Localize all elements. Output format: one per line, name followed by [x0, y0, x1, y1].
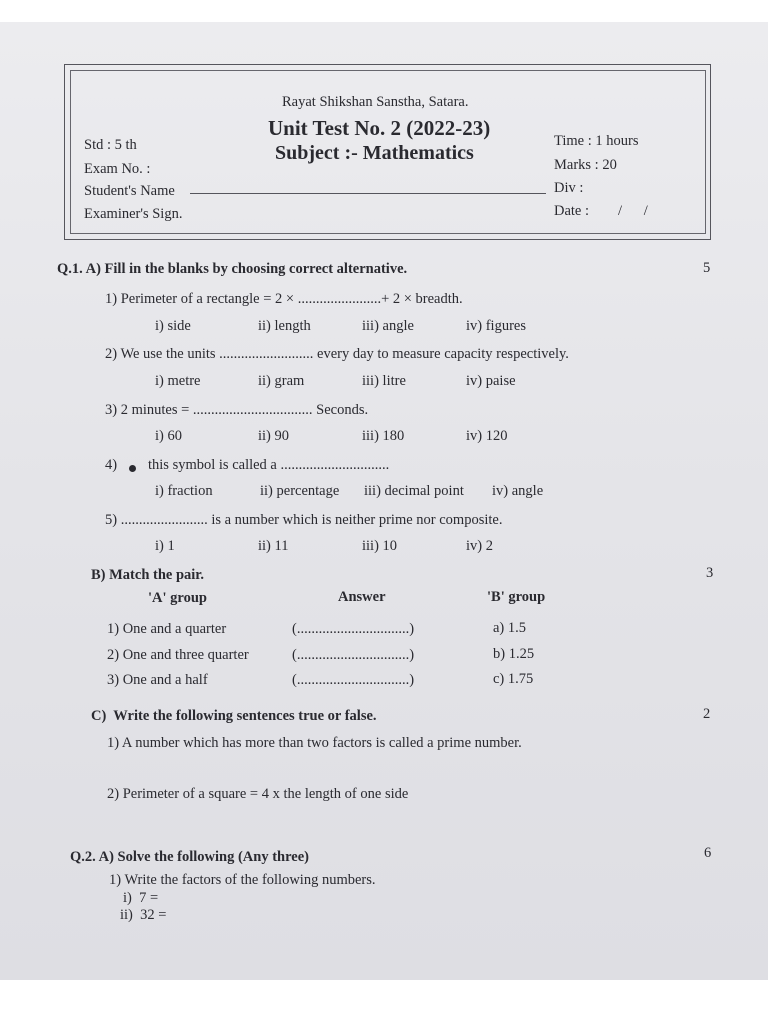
q1a-heading: Q.1. A) Fill in the blanks by choosing correct alternative. [57, 261, 408, 277]
option: iv) paise [466, 373, 516, 389]
date-slashes: / / [618, 203, 648, 219]
option: i) metre [155, 373, 201, 389]
q1c-marks: 2 [703, 706, 711, 722]
question-text: 5) ........................ is a number which is neither prime nor composite. [105, 512, 503, 528]
match-b: c) 1.75 [493, 671, 534, 687]
exam-no-label: Exam No. : [84, 161, 151, 177]
std-label: Std : 5 th [84, 137, 137, 153]
match-a: 2) One and three quarter [107, 647, 249, 663]
marks-label: Marks : 20 [554, 157, 617, 173]
question-text: 2) We use the units .......................... every day to measure capacity respectively. [105, 346, 569, 362]
q1a-marks: 5 [703, 260, 711, 276]
bullet-symbol [129, 459, 136, 477]
institution-name: Rayat Shikshan Sanstha, Satara. [282, 94, 469, 110]
option: iv) 2 [466, 538, 493, 554]
col-answer-header: Answer [338, 589, 386, 605]
true-false-item: 2) Perimeter of a square = 4 x the length of one side [107, 786, 409, 802]
date-label: Date : [554, 203, 590, 219]
q2a-sub-item: i) 7 = [123, 890, 159, 906]
option: ii) percentage [260, 483, 340, 499]
div-label: Div : [554, 180, 584, 196]
option: ii) length [258, 318, 311, 334]
q2a-sub-item: ii) 32 = [120, 907, 167, 923]
option: i) 1 [155, 538, 175, 554]
question-text: 3) 2 minutes = ................................. Seconds. [105, 402, 369, 418]
option: iii) angle [362, 318, 414, 334]
option: iv) figures [466, 318, 526, 334]
option: iii) 180 [362, 428, 405, 444]
student-name-label: Student's Name [84, 183, 175, 199]
option: iii) litre [362, 373, 406, 389]
option: i) fraction [155, 483, 213, 499]
true-false-item: 1) A number which has more than two factors is called a prime number. [107, 735, 522, 751]
option: iv) 120 [466, 428, 508, 444]
option: ii) 11 [258, 538, 289, 554]
question-text: 1) Perimeter of a rectangle = 2 × .......................+ 2 × breadth. [105, 291, 463, 307]
match-b: a) 1.5 [493, 620, 527, 636]
q2a-item1: 1) Write the factors of the following numbers. [109, 872, 376, 888]
q2a-marks: 6 [704, 845, 712, 861]
option: ii) 90 [258, 428, 290, 444]
match-answer: (...............................) [292, 621, 415, 637]
student-name-line [190, 193, 546, 194]
option: ii) gram [258, 373, 305, 389]
match-b: b) 1.25 [493, 646, 535, 662]
match-a: 1) One and a quarter [107, 621, 227, 637]
col-b-header: 'B' group [487, 589, 546, 605]
question-text: this symbol is called a .............................. [148, 457, 390, 473]
examiner-sign-label: Examiner's Sign. [84, 206, 183, 222]
option: i) 60 [155, 428, 182, 444]
match-a: 3) One and a half [107, 672, 208, 688]
option: iii) 10 [362, 538, 398, 554]
q2a-heading: Q.2. A) Solve the following (Any three) [70, 849, 309, 865]
match-answer: (...............................) [292, 672, 415, 688]
subject-title: Subject :- Mathematics [275, 142, 474, 164]
match-answer: (...............................) [292, 647, 415, 663]
option: iii) decimal point [364, 483, 464, 499]
col-a-header: 'A' group [148, 590, 207, 606]
q1b-heading: B) Match the pair. [91, 567, 205, 583]
test-title: Unit Test No. 2 (2022-23) [268, 116, 491, 140]
question-number: 4) [105, 457, 118, 473]
option: iv) angle [492, 483, 544, 499]
time-label: Time : 1 hours [554, 133, 639, 149]
q1c-heading: C) Write the following sentences true or false. [91, 708, 377, 724]
q1b-marks: 3 [706, 565, 714, 581]
option: i) side [155, 318, 191, 334]
